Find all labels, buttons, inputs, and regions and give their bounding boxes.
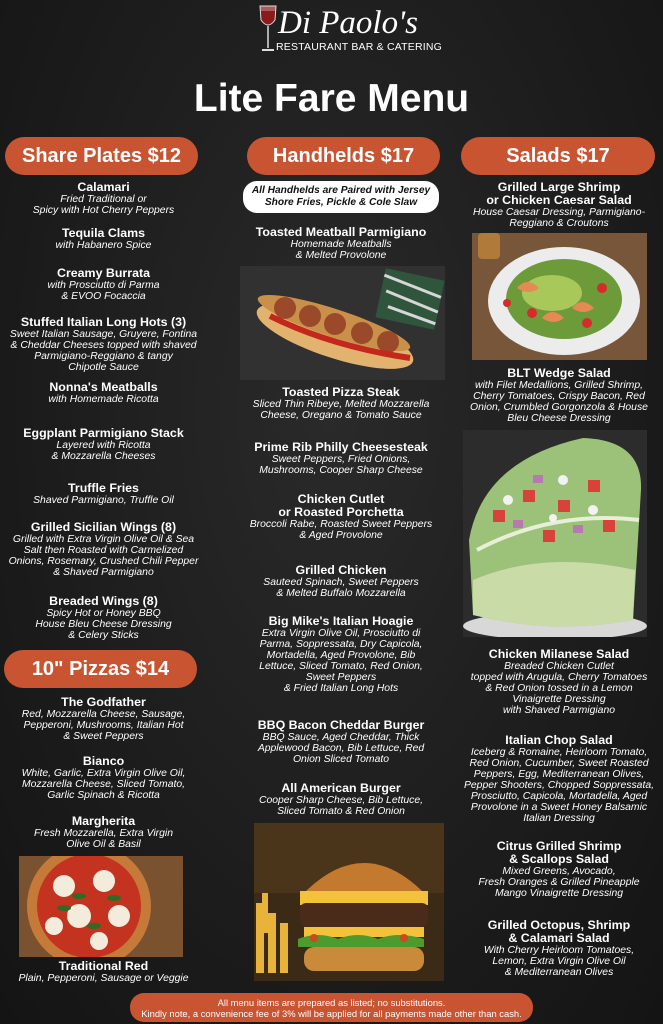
item-desc: & Mediterranean Olives [504, 967, 614, 978]
menu-item [0, 521, 207, 578]
pizzas-header: 10" Pizzas $14 [4, 650, 197, 688]
item-name: Truffle Fries [68, 481, 139, 495]
item-desc: Red Onion, Cucumber, Sweet Roasted [469, 758, 649, 769]
item-desc: Sweet Peppers, Fried Onions, [271, 454, 411, 465]
menu-item [0, 815, 207, 850]
item-desc: Parmigiano-Reggiano & tangy [34, 351, 173, 362]
item-desc: Mango Vinaigrette Dressing [494, 888, 624, 899]
item-name: Chicken Cutlet or Roasted Porchetta [278, 492, 404, 519]
menu-item [231, 782, 451, 817]
footer-line: Kindly note, a convenience fee of 3% will be applied for all payments made other than cash. [141, 1007, 522, 1019]
item-name: Chicken Milanese Salad [488, 647, 630, 661]
footer-notice [130, 993, 533, 1022]
menu-item [0, 696, 207, 742]
item-name: Grilled Large Shrimp or Chicken Caesar Salad [486, 180, 632, 207]
item-name: All American Burger [281, 781, 401, 795]
menu-item [455, 734, 663, 824]
item-desc: & Red Onion tossed in a Lemon [485, 683, 633, 694]
item-desc: Cheese, Oregano & Tomato Sauce [260, 410, 422, 421]
item-desc: Mushrooms, Cooper Sharp Cheese [259, 465, 423, 476]
menu-item [0, 267, 207, 302]
menu-item [0, 595, 207, 641]
share-plates-header: Share Plates $12 [5, 137, 198, 175]
handhelds-note: All Handhelds are Paired with Jersey Shore Fries, Pickle & Cole Slaw [243, 181, 439, 213]
item-desc: with Shaved Parmigiano [502, 705, 616, 716]
item-desc: Peppers, Egg, Mediterranean Olives, [473, 769, 645, 780]
item-desc: Fried Traditional or [60, 194, 147, 205]
item-name: Bianco [82, 754, 125, 768]
item-desc: Layered with Ricotta [56, 440, 151, 451]
item-desc: Fresh Oranges & Grilled Pineapple [478, 877, 640, 888]
item-desc: Plain, Pepperoni, Sausage or Veggie [18, 973, 189, 984]
menu-item [455, 181, 663, 229]
item-desc: Pepperoni, Mushrooms, Italian Hot [23, 720, 184, 731]
menu-item [455, 648, 663, 716]
menu-item [455, 367, 663, 424]
item-desc: Chipotle Sauce [68, 362, 139, 373]
item-name: Tequila Clams [61, 226, 146, 240]
footer-line: All menu items are prepared as listed; no substitutions. [217, 996, 446, 1008]
item-desc: Salt then Roasted with Carmelized [23, 545, 184, 556]
item-name: Grilled Sicilian Wings (8) [30, 520, 177, 534]
item-desc: Sauteed Spinach, Sweet Peppers [263, 577, 419, 588]
item-desc: & Aged Provolone [299, 530, 383, 541]
item-desc: BBQ Sauce, Aged Cheddar, Thick [262, 732, 420, 743]
menu-item [231, 226, 451, 261]
brand-name: Di Paolo's [278, 5, 418, 41]
item-desc: Mozzarella Cheese, Sliced Tomato, [21, 779, 186, 790]
item-desc: & Cheddar Cheeses topped with shaved [10, 340, 197, 351]
item-name: Stuffed Italian Long Hots (3) [20, 315, 187, 329]
item-name: Italian Chop Salad [505, 733, 613, 747]
item-desc: Parma, Soppressata, Dry Capicola, [259, 639, 423, 650]
item-desc: Vinaigrette Dressing [512, 694, 606, 705]
item-desc: Applewood Bacon, Bib Lettuce, Red [257, 743, 425, 754]
item-desc: Provolone in a Sweet Honey Balsamic [470, 802, 648, 813]
menu-item [455, 840, 663, 899]
item-desc: with Habanero Spice [55, 240, 152, 251]
item-name: Toasted Meatball Parmigiano [255, 225, 427, 239]
item-desc: topped with Arugula, Cherry Tomatoes [470, 672, 648, 683]
item-name: Big Mike's Italian Hoagie [268, 614, 414, 628]
item-desc: Broccoli Rabe, Roasted Sweet Peppers [249, 519, 433, 530]
item-desc: Cherry Tomatoes, Crispy Bacon, Red [473, 391, 645, 402]
item-desc: Fresh Mozzarella, Extra Virgin [34, 828, 173, 839]
item-desc: with Filet Medallions, Grilled Shrimp, [474, 380, 644, 391]
menu-item [455, 919, 663, 978]
item-desc: Onion Sliced Tomato [292, 754, 390, 765]
wedge-salad-photo [463, 430, 647, 637]
item-desc: Reggiano & Croutons [509, 218, 609, 229]
item-desc: Extra Virgin Olive Oil, Prosciutto di [261, 628, 421, 639]
item-desc: Prosciutto, Capicola, Mortadella, Aged [470, 791, 648, 802]
item-desc: Spicy with Hot Cherry Peppers [32, 205, 175, 216]
item-desc: Pepper Shooters, Chopped Soppressata, [463, 780, 655, 791]
item-desc: Grilled with Extra Virgin Olive Oil & Sea [12, 534, 195, 545]
item-name: Calamari [77, 180, 130, 194]
item-name: Traditional Red [58, 959, 149, 973]
item-desc: with Prosciutto di Parma [47, 280, 160, 291]
item-desc: Cooper Sharp Cheese, Bib Lettuce, [258, 795, 424, 806]
item-desc: Spicy Hot or Honey BBQ [46, 608, 161, 619]
item-desc: Sweet Italian Sausage, Gruyere, Fontina [9, 329, 198, 340]
handhelds-header: Handhelds $17 [247, 137, 440, 175]
item-desc: & Celery Sticks [68, 630, 139, 641]
item-name: Prime Rib Philly Cheesesteak [254, 440, 428, 454]
item-desc: Sliced Thin Ribeye, Melted Mozzarella [252, 399, 430, 410]
menu-item [231, 441, 451, 476]
item-name: Margherita [71, 814, 136, 828]
item-desc: Sweet Peppers [305, 672, 377, 683]
menu-item [231, 719, 451, 765]
item-desc: & Mozzarella Cheeses [51, 451, 156, 462]
menu-item [231, 615, 451, 694]
item-desc: & Fried Italian Long Hots [283, 683, 399, 694]
item-name: Grilled Chicken [295, 563, 387, 577]
menu-item [0, 227, 207, 251]
item-desc: & Melted Buffalo Mozzarella [276, 588, 406, 599]
item-name: The Godfather [61, 695, 146, 709]
item-name: Creamy Burrata [57, 266, 150, 280]
burger-photo [254, 823, 444, 981]
item-desc: House Bleu Cheese Dressing [35, 619, 172, 630]
item-desc: Olive Oil & Basil [66, 839, 141, 850]
item-name: Nonna's Meatballs [49, 380, 158, 394]
item-desc: with Homemade Ricotta [48, 394, 159, 405]
item-desc: Bleu Cheese Dressing [507, 413, 611, 424]
item-desc: Shaved Parmigiano, Truffle Oil [33, 495, 174, 506]
item-desc: & Sweet Peppers [63, 731, 144, 742]
item-desc: Garlic Spinach & Ricotta [47, 790, 160, 801]
margherita-pizza-photo [19, 856, 183, 957]
item-desc: Iceberg & Romaine, Heirloom Tomato, [470, 747, 648, 758]
item-desc: Onion, Crumbled Gorgonzola & House [470, 402, 648, 413]
item-desc: Breaded Chicken Cutlet [504, 661, 614, 672]
menu-item [0, 316, 207, 373]
menu-item [0, 381, 207, 405]
item-name: Breaded Wings (8) [49, 594, 158, 608]
item-desc: Red, Mozzarella Cheese, Sausage, [21, 709, 186, 720]
menu-item [231, 386, 451, 421]
menu-item [231, 493, 451, 541]
item-name: BLT Wedge Salad [507, 366, 611, 380]
item-desc: & Melted Provolone [295, 250, 387, 261]
page-title: Lite Fare Menu [193, 77, 470, 120]
item-name: Toasted Pizza Steak [282, 385, 400, 399]
menu-item [0, 427, 207, 462]
brand-subtitle: RESTAURANT BAR & CATERING [276, 41, 443, 53]
item-desc: Onions, Rosemary, Crushed Chili Pepper [8, 556, 199, 567]
menu-item [0, 181, 207, 216]
item-name: Grilled Octopus, Shrimp & Calamari Salad [487, 918, 631, 945]
item-desc: Homemade Meatballs [290, 239, 392, 250]
menu-item [0, 755, 207, 801]
item-name: BBQ Bacon Cheddar Burger [257, 718, 425, 732]
item-desc: Mortadella, Aged Provolone, Bib [266, 650, 416, 661]
menu-item [231, 564, 451, 599]
item-desc: House Caesar Dressing, Parmigiano- [472, 207, 646, 218]
item-desc: Lemon, Extra Virgin Olive Oil [492, 956, 626, 967]
item-desc: With Cherry Heirloom Tomatoes, [483, 945, 635, 956]
caesar-salad-photo [472, 233, 647, 360]
menu-item [0, 960, 207, 984]
item-desc: Italian Dressing [523, 813, 595, 824]
item-desc: White, Garlic, Extra Virgin Olive Oil, [21, 768, 186, 779]
item-desc: Sliced Tomato & Red Onion [277, 806, 405, 817]
item-desc: Lettuce, Sliced Tomato, Red Onion, [259, 661, 423, 672]
item-desc: & EVOO Focaccia [61, 291, 146, 302]
menu-item [0, 482, 207, 506]
meatball-sandwich-photo [240, 266, 445, 380]
salads-header: Salads $17 [461, 137, 655, 175]
item-desc: & Shaved Parmigiano [53, 567, 154, 578]
item-desc: Mixed Greens, Avocado, [502, 866, 616, 877]
item-name: Eggplant Parmigiano Stack [23, 426, 184, 440]
item-name: Citrus Grilled Shrimp & Scallops Salad [496, 839, 622, 866]
